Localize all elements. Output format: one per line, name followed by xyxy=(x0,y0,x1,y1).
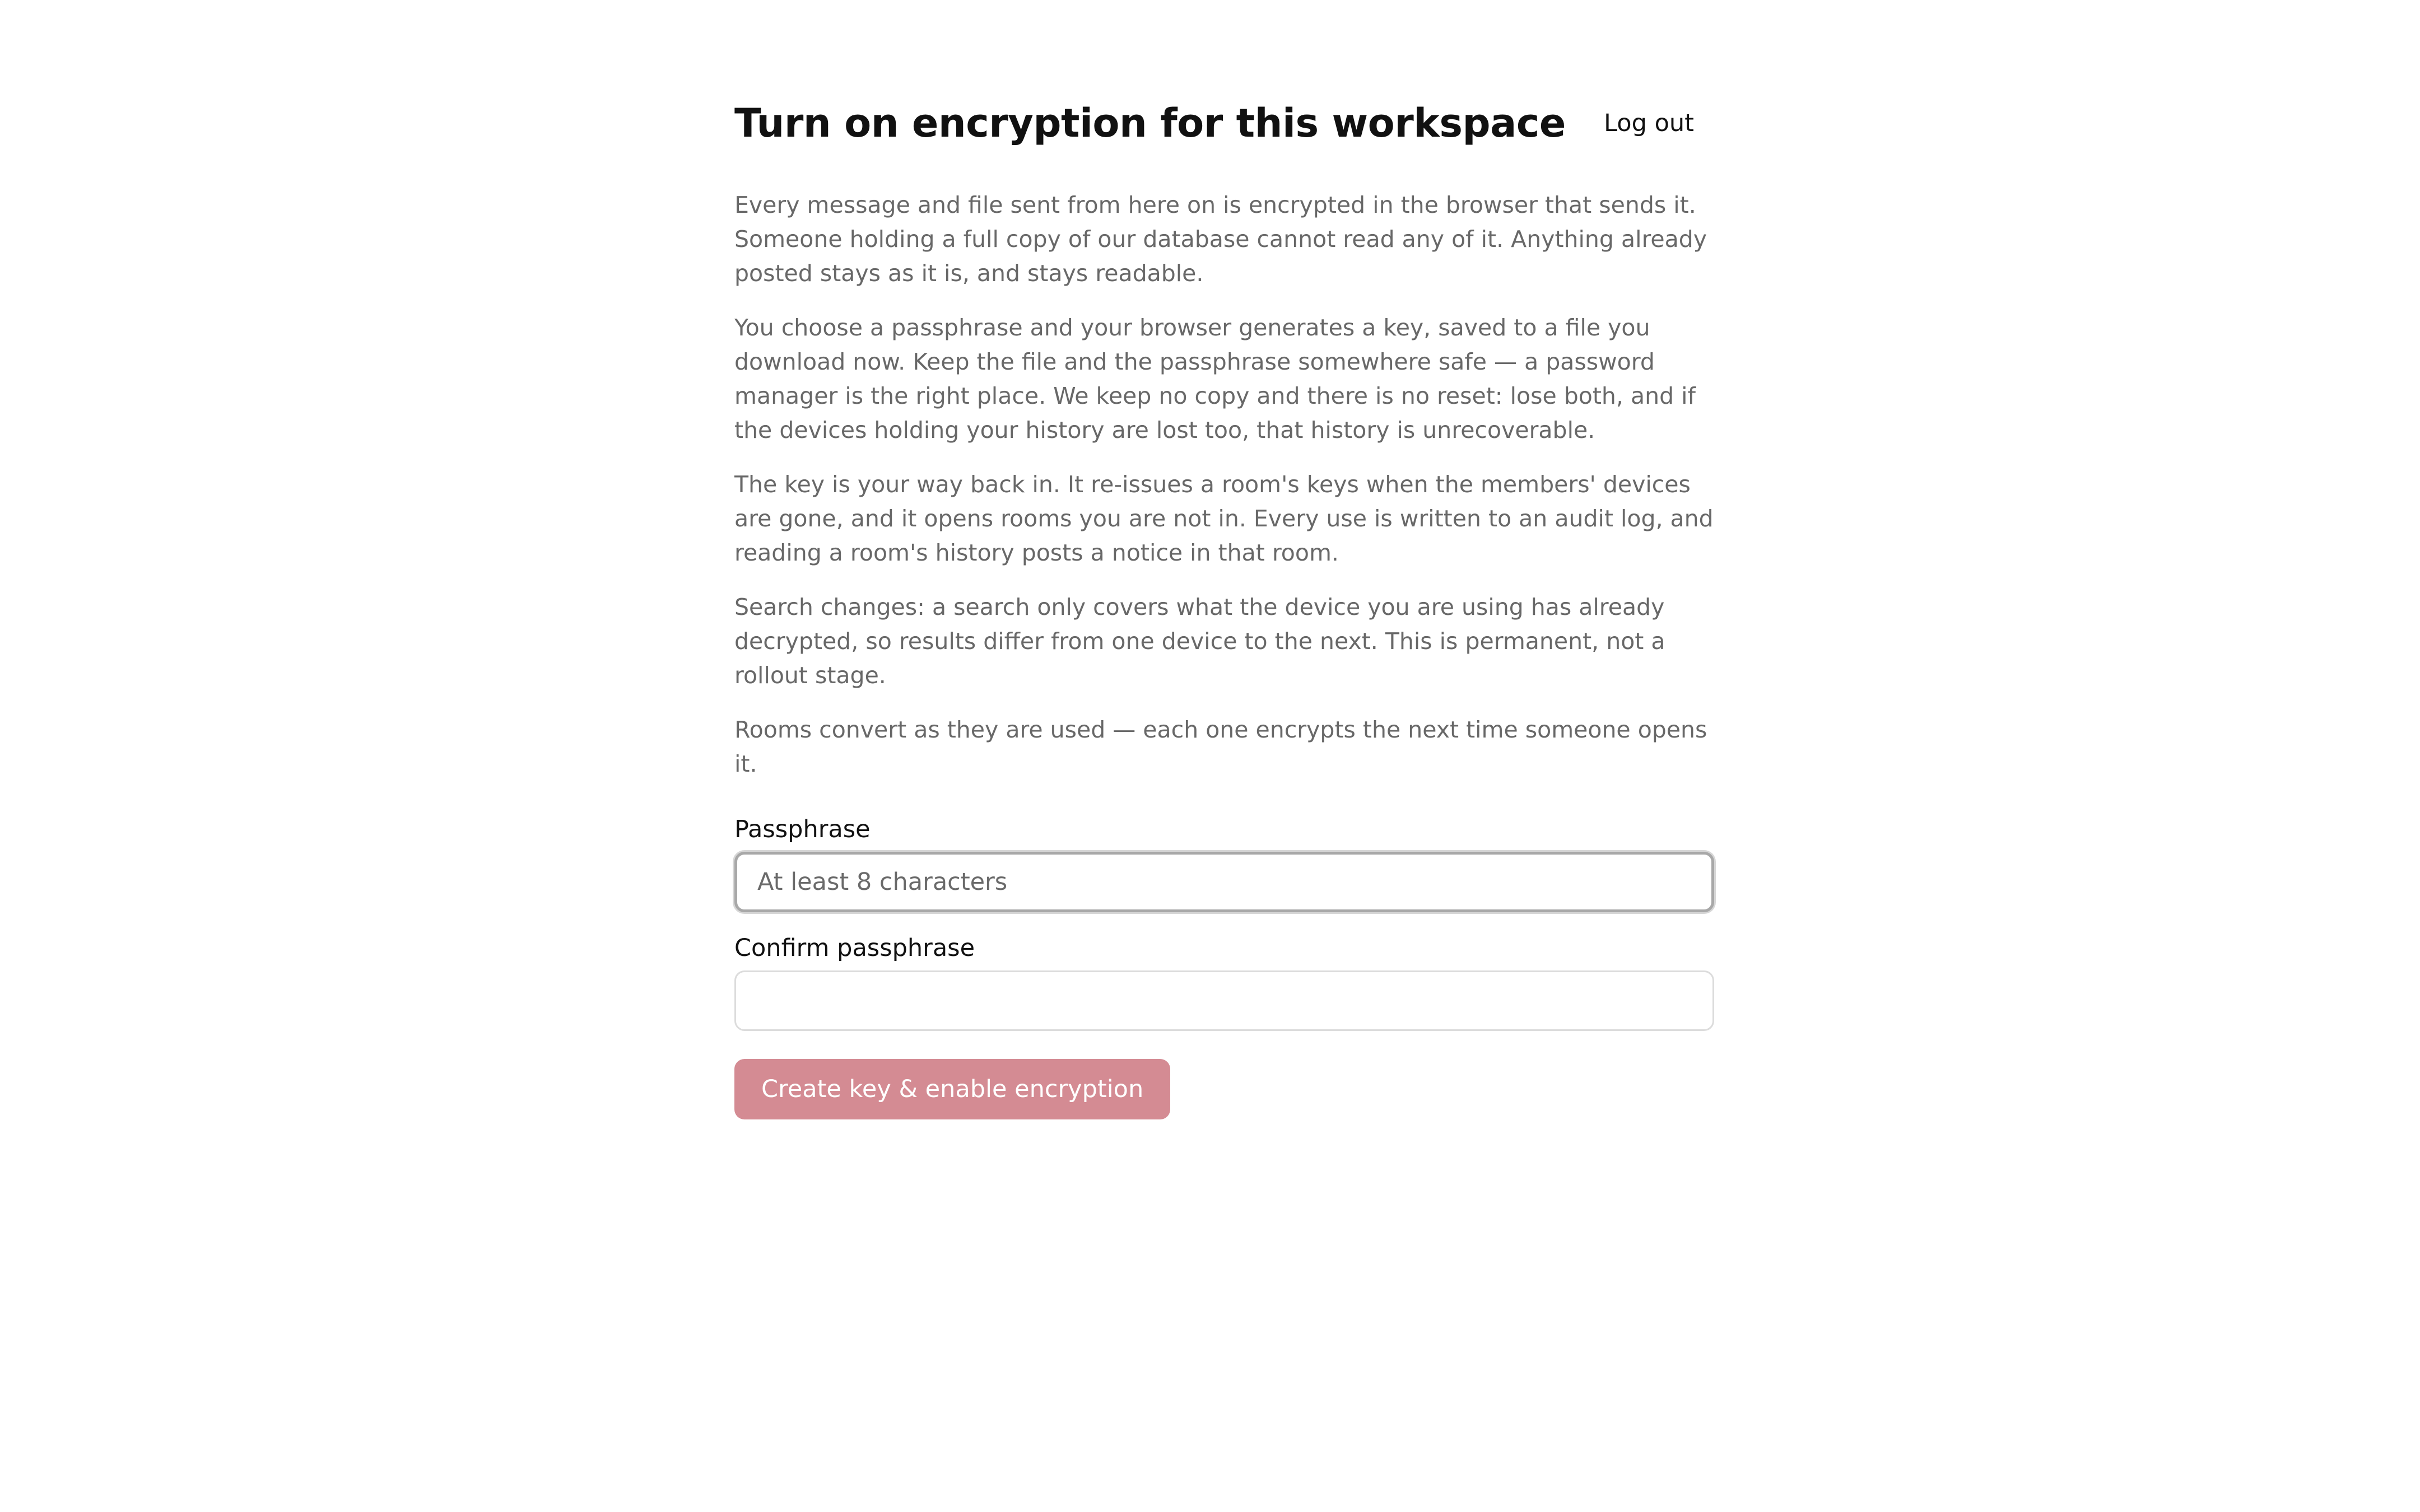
create-key-button[interactable]: Create key & enable encryption xyxy=(734,1059,1170,1119)
page-title: Turn on encryption for this workspace xyxy=(734,100,1566,146)
encryption-setup-page xyxy=(734,91,1714,1119)
passphrase-form xyxy=(734,814,1714,1119)
passphrase-label: Passphrase xyxy=(734,815,871,843)
intro-paragraph-rooms: Rooms convert as they are used — each one encrypts the next time someone opens it. xyxy=(734,716,1707,777)
passphrase-input[interactable] xyxy=(734,852,1714,912)
page-header xyxy=(734,91,1714,156)
intro-text xyxy=(734,188,1714,781)
intro-paragraph-search: Search changes: a search only covers what the device you are using has already decrypted, so results differ from one device to the next. This is permanent, not a rollout stage. xyxy=(734,594,1665,689)
intro-paragraph-encryption: Every message and file sent from here on is encrypted in the browser that sends it. Someone holding a full copy of our database cannot read any of it. Anything already posted stays as it is, and stays readable. xyxy=(734,192,1707,287)
intro-paragraph-key: The key is your way back in. It re-issues a room's keys when the members' devices are gone, and it opens rooms you are not in. Every use is written to an audit log, and reading a room's history posts a notice in that room. xyxy=(734,471,1714,566)
intro-paragraph-passphrase: You choose a passphrase and your browser generates a key, saved to a file you download now. Keep the file and the passphrase somewhere safe — a password manager is the right place. We keep no copy and there is no reset: lose both, and if the devices holding your history are lost too, that history is unrecoverable. xyxy=(734,314,1696,444)
confirm-passphrase-input[interactable] xyxy=(734,970,1714,1031)
logout-button[interactable]: Log out xyxy=(1584,104,1714,143)
confirm-passphrase-label: Confirm passphrase xyxy=(734,934,975,962)
